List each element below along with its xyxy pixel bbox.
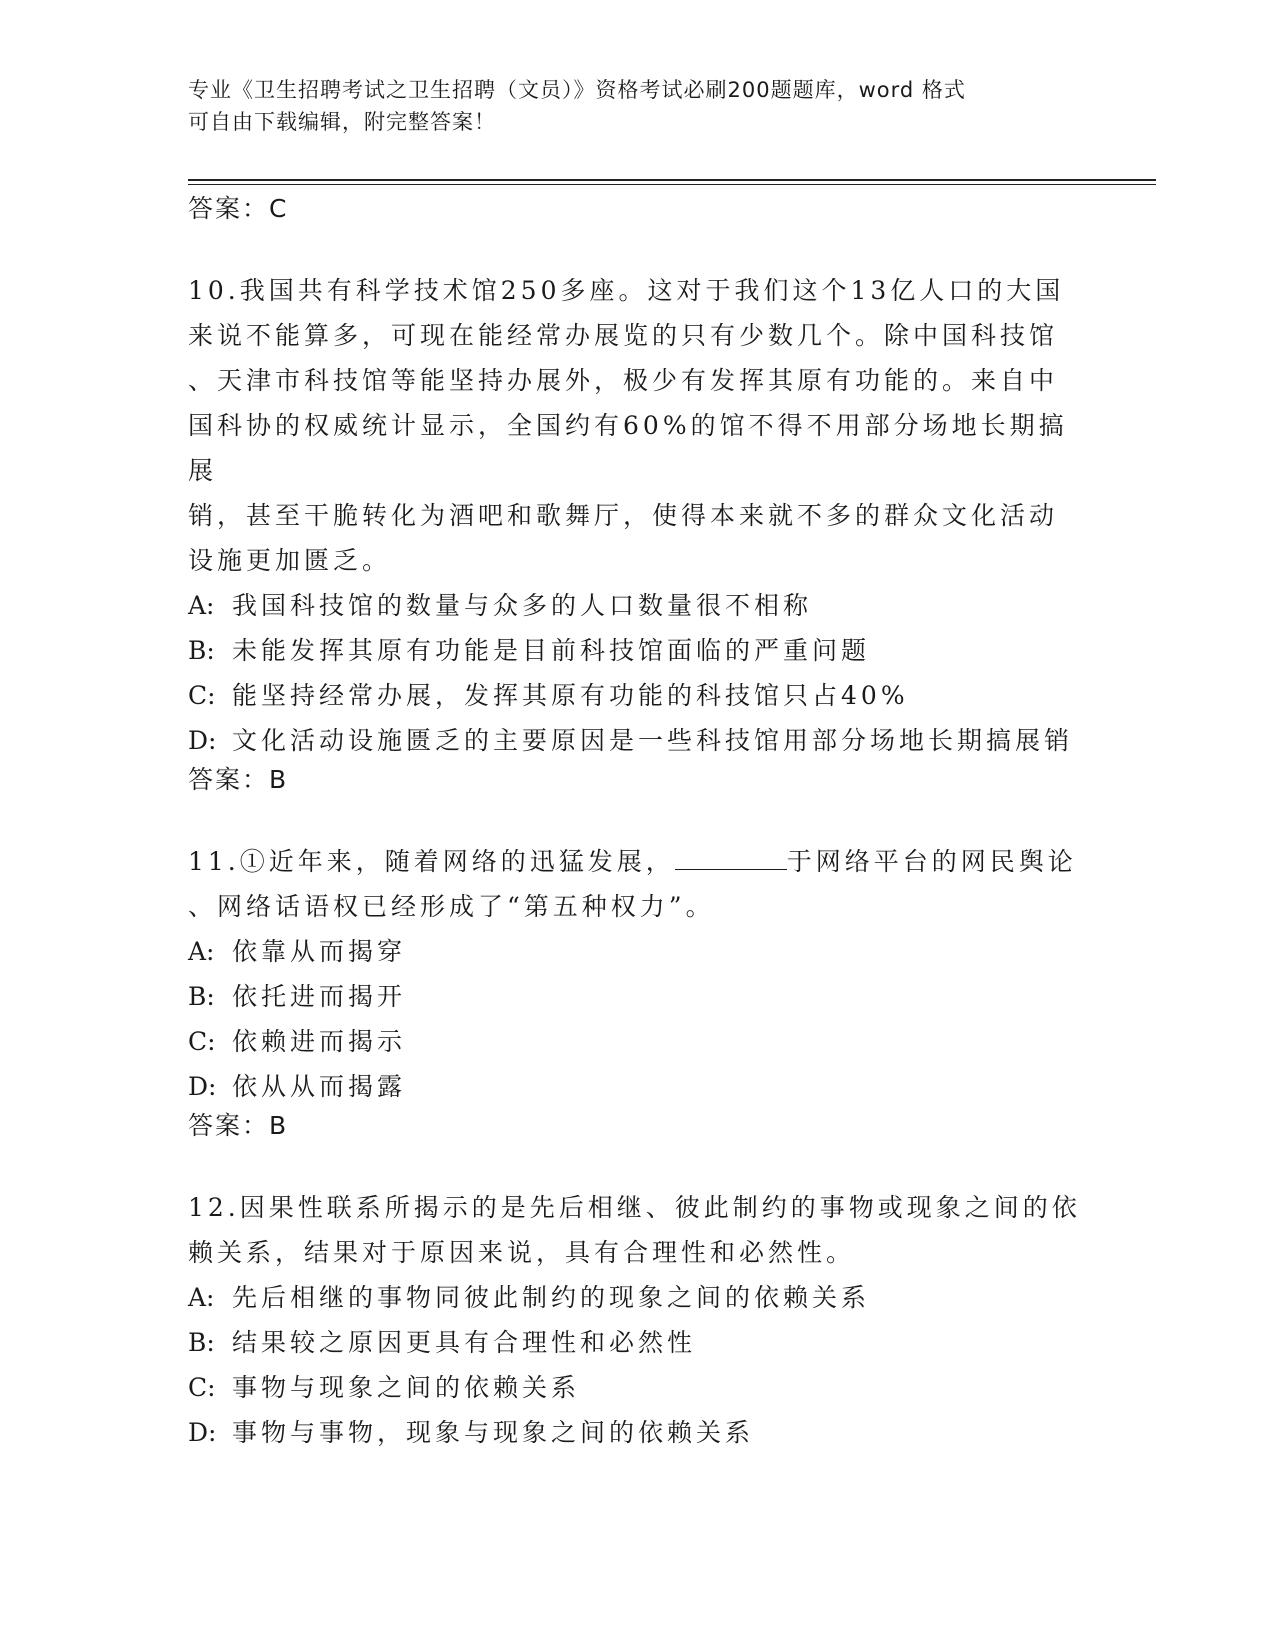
option-text: 未能发挥其原有功能是目前科技馆面临的严重问题 — [232, 636, 871, 665]
option-text: 事物与现象之间的依赖关系 — [232, 1373, 581, 1402]
option-text: 能坚持经常办展，发挥其原有功能的科技馆只占40% — [232, 681, 909, 710]
header-line-2: 可自由下载编辑，附完整答案！ — [188, 110, 496, 134]
header-divider-thick — [188, 179, 1156, 181]
option-text: 依托进而揭开 — [232, 982, 407, 1011]
question-text-line: 来说不能算多，可现在能经常办展览的只有少数几个。除中国科技馆 — [188, 321, 1059, 350]
answer-value: B — [269, 1111, 288, 1140]
question-text-before-blank: 11.①近年来，随着网络的迅猛发展， — [188, 847, 675, 876]
option-text: 事物与事物，现象与现象之间的依赖关系 — [232, 1418, 755, 1447]
option-c — [188, 1365, 1088, 1410]
question-text-after-blank: 于网络平台的网民舆论 — [786, 847, 1077, 876]
question-text-line: 、天津市科技馆等能坚持办展外，极少有发挥其原有功能的。来自中 — [188, 366, 1059, 395]
option-key: A: — [188, 937, 215, 966]
option-a — [188, 929, 1088, 974]
answer-line — [188, 192, 1088, 226]
answer-label: 答案： — [188, 194, 270, 223]
question-10 — [188, 268, 1088, 797]
option-key: A: — [188, 1283, 215, 1312]
question-text-line: 销，甚至干脆转化为酒吧和歌舞厅，使得本来就不多的群众文化活动 — [188, 501, 1059, 530]
question-text-line: 设施更加匮乏。 — [188, 546, 392, 575]
option-d — [188, 718, 1088, 763]
option-key: C: — [188, 681, 216, 710]
option-key: B: — [188, 1328, 215, 1357]
option-text: 依靠从而揭穿 — [232, 937, 407, 966]
question-11 — [188, 839, 1088, 1143]
question-text-line: 10.我国共有科学技术馆250多座。这对于我们这个13亿人口的大国 — [188, 276, 1065, 305]
option-text: 文化活动设施匮乏的主要原因是一些科技馆用部分场地长期搞展销 — [232, 726, 1074, 755]
option-c — [188, 673, 1088, 718]
answer-value: C — [269, 194, 288, 223]
question-text-line: 国科协的权威统计显示，全国约有60%的馆不得不用部分场地长期搞展 — [188, 411, 1068, 485]
answer-line — [188, 763, 1088, 797]
option-a — [188, 1275, 1088, 1320]
answer-label: 答案： — [188, 765, 270, 794]
question-text-line: 12.因果性联系所揭示的是先后相继、彼此制约的事物或现象之间的依 — [188, 1193, 1081, 1222]
option-b — [188, 974, 1088, 1019]
option-key: C: — [188, 1027, 216, 1056]
option-key: D: — [188, 726, 217, 755]
option-text: 依从从而揭露 — [232, 1072, 407, 1101]
document-body — [188, 192, 1088, 1455]
option-d — [188, 1064, 1088, 1109]
header-line-1: 专业《卫生招聘考试之卫生招聘（文员）》资格考试必刷200题题库，word 格式 — [188, 78, 966, 102]
option-a — [188, 583, 1088, 628]
fill-in-blank — [675, 847, 787, 870]
answer-value: B — [269, 765, 288, 794]
option-key: B: — [188, 636, 215, 665]
option-text: 依赖进而揭示 — [232, 1027, 407, 1056]
header-divider-thin — [188, 184, 1156, 185]
option-b — [188, 628, 1088, 673]
question-text-line: 、网络话语权已经形成了“第五种权力”。 — [188, 892, 715, 921]
question-12 — [188, 1185, 1088, 1455]
option-key: D: — [188, 1072, 217, 1101]
option-d — [188, 1410, 1088, 1455]
option-key: A: — [188, 591, 215, 620]
option-text: 结果较之原因更具有合理性和必然性 — [232, 1328, 697, 1357]
answer-line — [188, 1109, 1088, 1143]
option-text: 我国科技馆的数量与众多的人口数量很不相称 — [232, 591, 813, 620]
option-key: D: — [188, 1418, 217, 1447]
option-key: B: — [188, 982, 215, 1011]
option-c — [188, 1019, 1088, 1064]
option-key: C: — [188, 1373, 216, 1402]
option-b — [188, 1320, 1088, 1365]
document-header — [188, 74, 1078, 138]
option-text: 先后相继的事物同彼此制约的现象之间的依赖关系 — [232, 1283, 871, 1312]
answer-label: 答案： — [188, 1111, 270, 1140]
question-text-line — [188, 839, 1088, 884]
question-text-line: 赖关系，结果对于原因来说，具有合理性和必然性。 — [188, 1238, 856, 1267]
